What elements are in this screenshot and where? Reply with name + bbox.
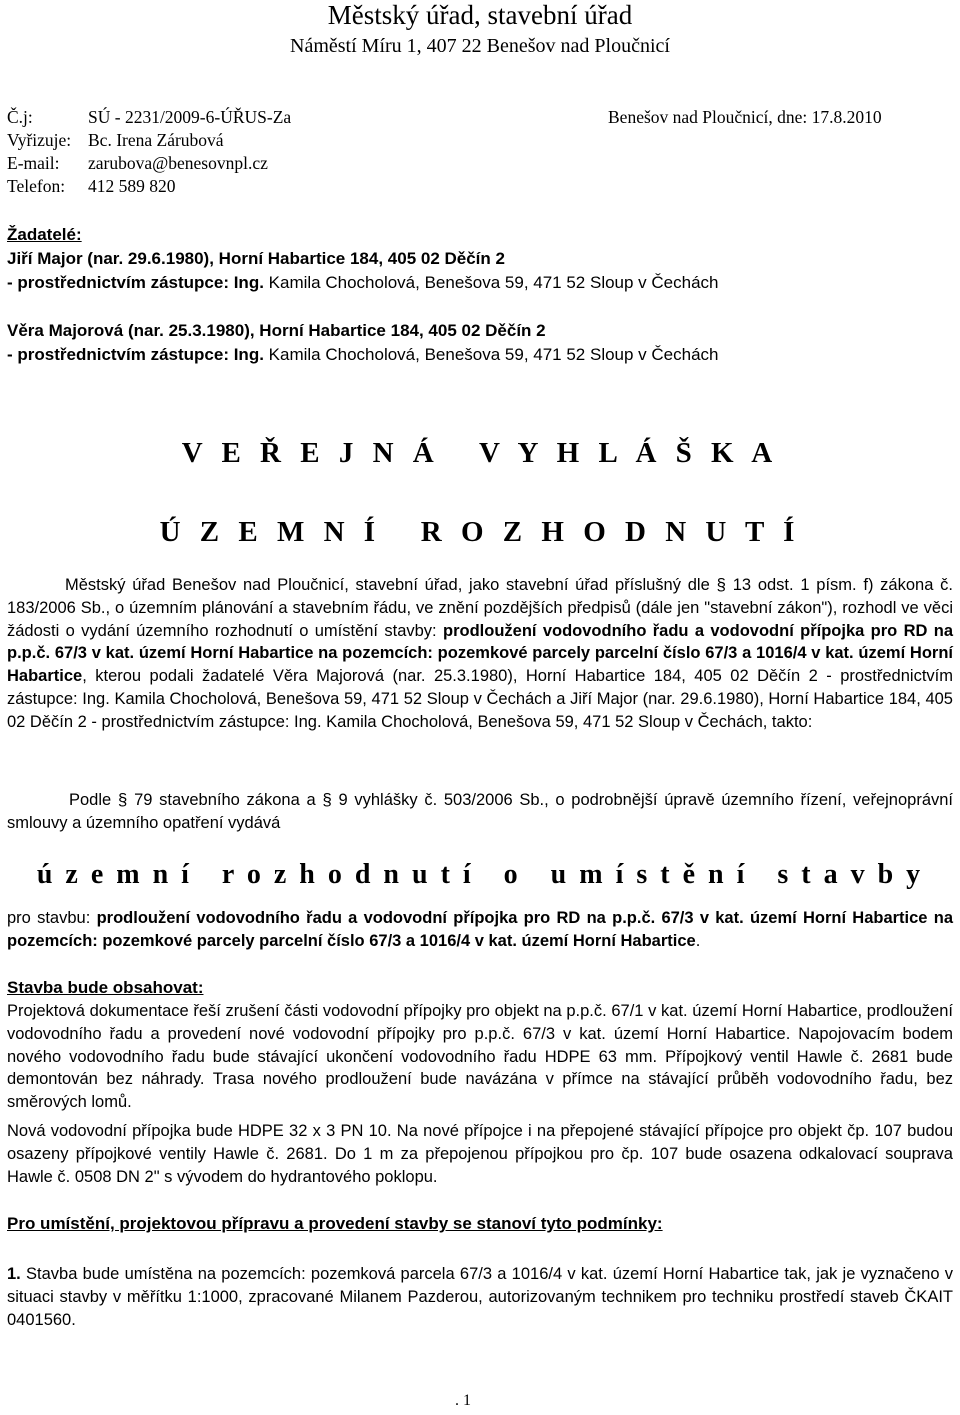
intro-text-3: , kterou podali žadatelé Věra Majorová (nar. 25.3.1980), Horní Habartice 184, 405 02 Děčín 2 - prostřednictvím zástupce: Ing. Kamila Chocholová, Benešova 59, 471 52 Sloup v Čechách a Jiří Major (nar. 29.6.1980), Horní Habartice 184, 405 02 Děčín 2 - prostřednictvím zástupce: Ing. Kamila Chocholová, Benešova 59, 471 52 Sloup v Čechách, takto:: [7, 667, 953, 731]
construction-end: .: [695, 931, 701, 950]
applicant-1-rep-label: - prostřednictvím zástupce: Ing.: [7, 273, 264, 292]
email-value: zarubova@benesovnpl.cz: [88, 153, 268, 173]
intro-text-2: 13 odst. 1 písm. f) zákona č. 183/2006 Sb., o územním plánování a stavebním řádu, ve znění pozdějších předpisů (dále jen "stavební zákon"), rozhodl ve věci žádosti o vydání územního rozhodnutí o umístění stavby:: [7, 576, 953, 640]
intro-construction-bold: prodloužení vodovodního řadu a vodovodní přípojka pro RD na p.p.č. 67/3 v kat. území Horní Habartice na pozemcích: pozemkové parcely parcelní číslo 67/3 a 1016/4 v kat. území Horní Habartice: [7, 621, 953, 686]
condition-1-text: Stavba bude umístěna na pozemcích: pozemková parcela 67/3 a 1016/4 v kat. území Horní Habartice tak, jak je vyznačeno v situaci stavby v měřítku 1:1000, zpracované Milanem Pazderou, autorizovaným technikem pro techniku prostředí staveb ČKAIT 0401560.: [7, 1265, 953, 1329]
intro-paragraph: [7, 574, 953, 734]
applicant-1-rep-detail: Kamila Chocholová, Benešova 59, 471 52 Sloup v Čechách: [263, 273, 719, 292]
construction-description: prodloužení vodovodního řadu a vodovodní přípojka pro RD na p.p.č. 67/3 v kat. území Horní Habartice na pozemcích: pozemkové parcely parcelní číslo 67/3 a 1016/4 v kat. území Horní Habartice: [7, 909, 953, 950]
applicant-2-representative: [7, 344, 719, 366]
document-date: Benešov nad Ploučnicí, dne: 17.8.2010: [608, 107, 882, 127]
contents-paragraph-2: Nová vodovodní přípojka bude HDPE 32 x 3 PN 10. Na nové přípojce i na přepojené stávající přípojce pro objekt čp. 107 budou osazeny přípojkové ventily Hawle č. 2681. Do 1 m za přepojenou přípojkou pro čp. 107 bude osazena odkalovací souprava Hawle č. 0508 DN 2" s vývodem do hydrantového poklopu.: [7, 1122, 953, 1186]
conditions-heading: Pro umístění, projektovou přípravu a provedení stavby se stanoví tyto podmínky:: [7, 1214, 663, 1233]
applicant-2-rep-label: - prostřednictvím zástupce: Ing.: [7, 345, 264, 364]
condition-1: [7, 1263, 953, 1331]
phone-label: Telefon:: [7, 176, 66, 196]
applicant-2-name: Věra Majorová (nar. 25.3.1980), Horní Habartice 184, 405 02 Děčín 2: [7, 321, 546, 340]
applicant-2-rep-detail: Kamila Chocholová, Benešova 59, 471 52 Sloup v Čechách: [263, 345, 719, 364]
email-label: E-mail:: [7, 153, 60, 173]
condition-1-number: 1.: [7, 1265, 21, 1283]
public-notice-title: V E Ř E J N Á V Y H L Á Š K A: [181, 437, 779, 469]
handler-name: Bc. Irena Zárubová: [88, 130, 224, 150]
section-symbol: §: [716, 575, 726, 594]
contents-heading: Stavba bude obsahovat:: [7, 978, 204, 997]
construction-label: pro stavbu:: [7, 909, 91, 927]
legal-basis-paragraph: [7, 789, 953, 835]
construction-paragraph: [7, 907, 953, 953]
section-symbol-2: §: [117, 790, 128, 809]
intro-text-1: Městský úřad Benešov nad Ploučnicí, stavební úřad, jako stavební úřad příslušný dle: [65, 576, 710, 594]
reference-number: SÚ - 2231/2009-6-ÚŘUS-Za: [88, 107, 292, 127]
office-address: Náměstí Míru 1, 407 22 Benešov nad Ploučnicí: [290, 35, 670, 57]
legal-text-1: Podle: [69, 791, 112, 809]
section-symbol-3: §: [322, 790, 332, 809]
phone-value: 412 589 820: [88, 176, 176, 196]
applicant-1-name: Jiří Major (nar. 29.6.1980), Horní Habartice 184, 405 02 Děčín 2: [7, 249, 505, 268]
applicant-1-representative: [7, 272, 719, 294]
zoning-decision-title: Ú Z E M N Í R O Z H O D N U T Í: [159, 516, 801, 548]
page-number: . 1: [455, 1392, 471, 1409]
reference-label: Č.j:: [7, 107, 33, 127]
handler-label: Vyřizuje:: [7, 130, 72, 150]
applicants-heading: Žadatelé:: [7, 225, 82, 244]
legal-text-3: 9 vyhlášky č. 503/2006 Sb., o podrobnější úpravě územního řízení, veřejnoprávní smlouvy a územního opatření vydává: [7, 791, 954, 832]
office-title: Městský úřad, stavební úřad: [327, 0, 633, 30]
legal-text-2: 79 stavebního zákona a: [134, 791, 316, 809]
decision-issued-title: ú z e m n í r o z h o d n u t í o u m í s t ě n í s t a v b y: [36, 859, 924, 890]
contents-paragraph-1: Projektová dokumentace řeší zrušení části vodovodní přípojky pro objekt na p.p.č. 67/1 v kat. území Horní Habartice, prodloužení vodovodního řadu a provedení nové vodovodní přípojky pro p.p.č. 67/3 v kat. území Horní Habartice. Napojovacím bodem nového vodovodního řadu bude stávající ukončení vodovodního řadu HDPE 63 mm. Přípojkový ventil Hawle č. 2681 bude demontován bez náhrady. Trasa nového prodloužení bude navázána v přímce na stávající průběh vodovodního řadu, bez směrových lomů.: [7, 1002, 953, 1112]
